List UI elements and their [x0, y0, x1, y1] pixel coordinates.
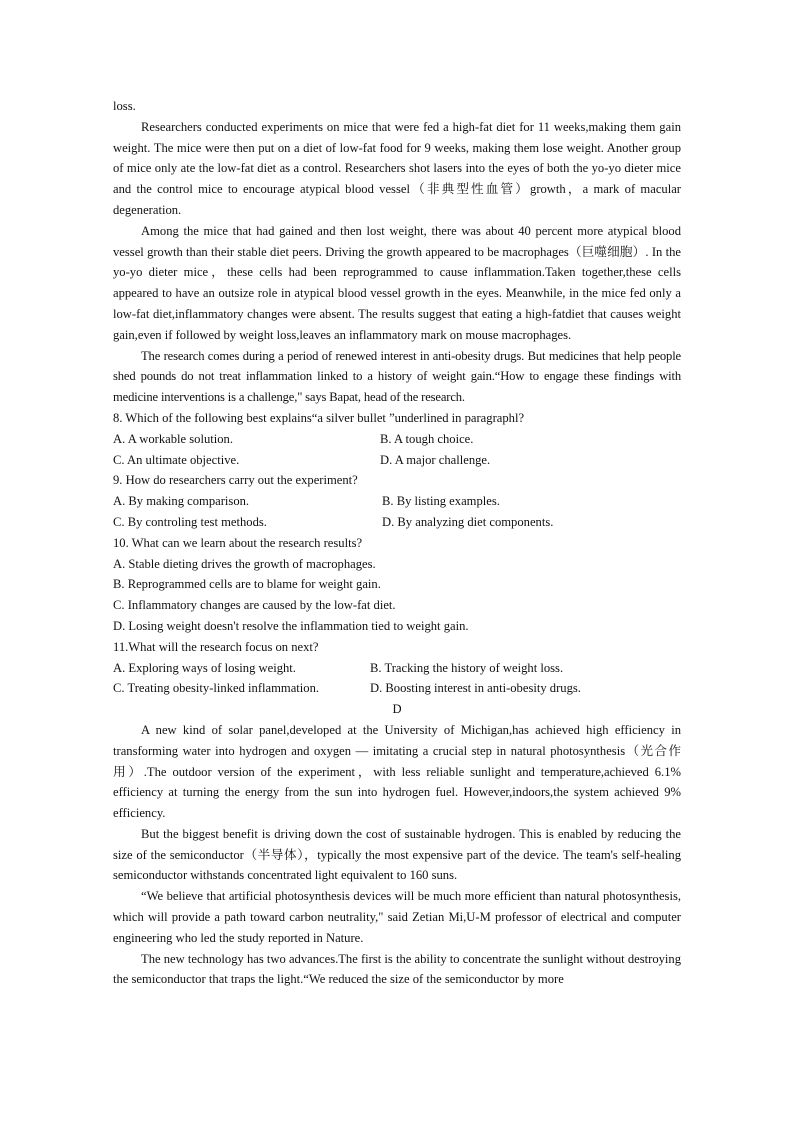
question-stem: 9. How do researchers carry out the experiment? [113, 473, 358, 488]
option-a: A. Stable dieting drives the growth of macrophages. [113, 556, 376, 571]
option-row [113, 450, 681, 471]
passage-d-heading: D [392, 702, 402, 717]
passage-c-fragment: loss. [113, 99, 136, 113]
passage-d-paragraph: A new kind of solar panel,developed at the University of Michigan,has achieved high efficiency in transforming water into hydrogen and oxygen — imitating a crucial step in natural photosynthesis（光合作用）.The outdoor version of the experiment，with less reliable sunlight and temperature,achieved 6.1% efficiency at turning the energy from the sun into hydrogen fuel. However,indoors,the system achieved 9% efficiency. [113, 722, 681, 821]
option-row [113, 491, 681, 512]
passage-d-paragraph: But the biggest benefit is driving down the cost of sustainable hydrogen. This is enabled by reducing the size of the semiconductor（半导体），typically the most expensive part of the device. The team's self-healing semiconductor withstands concentrated light equivalent to 160 suns. [113, 826, 681, 883]
option-row [113, 678, 681, 699]
option-b: B. Tracking the history of weight loss. [370, 660, 564, 675]
option-c: C. An ultimate objective. [113, 452, 240, 467]
passage-c-paragraph: Among the mice that had gained and then lost weight, there was about 40 percent more atypical blood vessel growth than their stable diet peers. Driving the growth appeared to be macrophages（巨噬细胞）. In the yo-yo dieter mice，these cells had been reprogrammed to cause inflammation.Taken together,these cells appeared to have an outsize role in atypical blood vessel growth in the eyes. Meanwhile, in the mice fed only a low-fat diet,inflammatory changes were absent. The results suggest that eating a high-fatdiet that causes weight gain,even if followed by weight loss,leaves an inflammatory mark on mouse macrophages. [113, 223, 681, 342]
question-10 [113, 533, 681, 637]
option-b: B. By listing examples. [382, 494, 500, 509]
question-stem: 10. What can we learn about the research results? [113, 535, 363, 550]
option-a: A. A workable solution. [113, 431, 233, 446]
passage-d-paragraph: The new technology has two advances.The first is the ability to concentrate the sunlight without destroying the semiconductor that traps the light.“We reduced the size of the semiconductor by more [113, 951, 682, 987]
option-row [113, 512, 681, 533]
option-d: D. By analyzing diet components. [382, 514, 554, 529]
option-c: C. Treating obesity-linked inflammation. [113, 681, 320, 696]
option-d: D. A major challenge. [380, 452, 491, 467]
option-c: C. Inflammatory changes are caused by the low-fat diet. [113, 598, 396, 613]
option-d: D. Losing weight doesn't resolve the inflammation tied to weight gain. [113, 618, 469, 633]
passage-c-paragraph: Researchers conducted experiments on mice that were fed a high-fat diet for 11 weeks,making them gain weight. The mice were then put on a diet of low-fat food for 9 weeks, making them lose weight. Another group of mice only ate the low-fat diet as a control. Researchers shot lasers into the eyes of both the yo-yo dieter mice and the control mice to encourage atypical blood vessel（非典型性血管）growth，a mark of macular degeneration. [113, 119, 681, 217]
option-a: A. Exploring ways of losing weight. [113, 660, 296, 675]
question-9 [113, 470, 681, 532]
option-d: D. Boosting interest in anti-obesity drugs. [370, 681, 581, 696]
document-body [113, 96, 681, 990]
option-b: B. Reprogrammed cells are to blame for weight gain. [113, 577, 381, 592]
passage-d-paragraph: “We believe that artificial photosynthesis devices will be much more efficient than natural photosynthesis, which will provide a path toward carbon neutrality," said Zetian Mi,U-M professor of electrical and computer engineering who led the study reported in Nature. [113, 889, 681, 945]
option-a: A. By making comparison. [113, 494, 250, 509]
option-c: C. By controling test methods. [113, 514, 267, 529]
passage-c-paragraph: The research comes during a period of renewed interest in anti-obesity drugs. But medicines that help people shed pounds do not treat inflammation linked to a history of weight gain.“How to engage these findings with medicine interventions is a challenge," says Bapat, head of the research. [113, 348, 681, 405]
question-11 [113, 637, 681, 699]
option-b: B. A tough choice. [380, 431, 474, 446]
option-row [113, 429, 681, 450]
question-stem: 11.What will the research focus on next? [113, 639, 319, 654]
question-stem: 8. Which of the following best explains“a silver bullet ”underlined in paragraphl? [113, 410, 525, 425]
option-row [113, 658, 681, 679]
question-8 [113, 408, 681, 470]
